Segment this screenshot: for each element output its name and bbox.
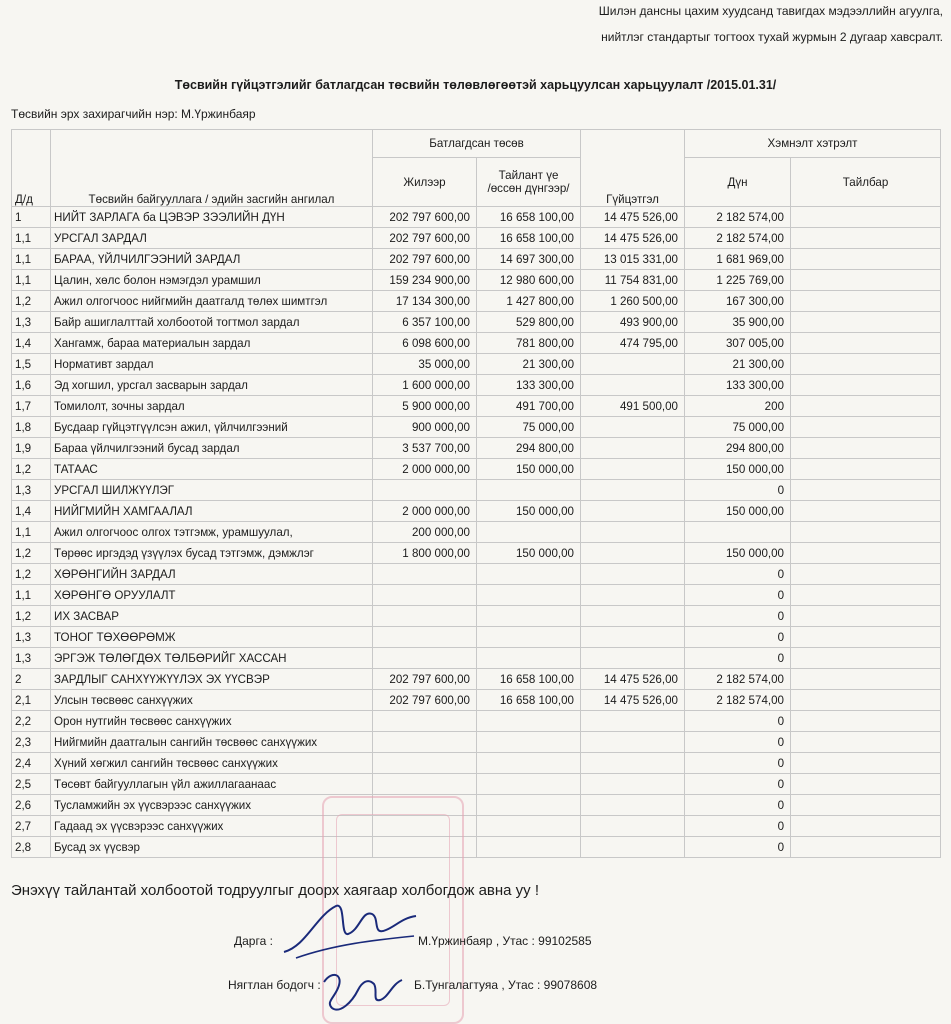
row-actual-amount: 14 475 526,00 — [581, 690, 685, 711]
row-period-amount — [477, 837, 581, 858]
row-period-amount: 21 300,00 — [477, 354, 581, 375]
row-savings-amount: 0 — [685, 816, 791, 837]
row-name: Төсөвт байгууллагын үйл ажиллагаанаас — [51, 774, 373, 795]
row-year-amount — [373, 732, 477, 753]
row-code: 1,4 — [12, 501, 51, 522]
row-code: 2,2 — [12, 711, 51, 732]
table-row — [12, 648, 941, 669]
row-actual-amount — [581, 564, 685, 585]
row-savings-amount: 0 — [685, 774, 791, 795]
table-row — [12, 291, 941, 312]
row-period-amount — [477, 774, 581, 795]
row-code: 1,1 — [12, 522, 51, 543]
header-note-2: нийтлэг стандартыг тогтоох тухай журмын 2 дугаар хавсралт. — [601, 30, 943, 44]
row-name: Хангамж, бараа материалын зардал — [51, 333, 373, 354]
row-name: ТАТААС — [51, 459, 373, 480]
row-year-amount: 202 797 600,00 — [373, 669, 477, 690]
group-approved-header: Батлагдсан төсөв — [373, 130, 581, 158]
row-savings-amount: 0 — [685, 606, 791, 627]
row-note — [791, 207, 941, 228]
row-note — [791, 228, 941, 249]
row-year-amount: 6 098 600,00 — [373, 333, 477, 354]
row-code: 1,8 — [12, 417, 51, 438]
row-note — [791, 690, 941, 711]
row-year-amount: 17 134 300,00 — [373, 291, 477, 312]
row-year-amount: 202 797 600,00 — [373, 690, 477, 711]
row-year-amount — [373, 585, 477, 606]
row-name: ХӨРӨНГИЙН ЗАРДАЛ — [51, 564, 373, 585]
row-savings-amount: 1 225 769,00 — [685, 270, 791, 291]
col-year-header: Жилээр — [373, 158, 477, 207]
row-actual-amount — [581, 354, 685, 375]
row-code: 1 — [12, 207, 51, 228]
row-actual-amount — [581, 480, 685, 501]
row-name: Төрөөс иргэдэд үзүүлэх бусад тэтгэмж, дэмжлэг — [51, 543, 373, 564]
table-row — [12, 585, 941, 606]
row-code: 1,1 — [12, 249, 51, 270]
col-amount-header: Дүн — [685, 158, 791, 207]
row-period-amount — [477, 732, 581, 753]
row-actual-amount: 491 500,00 — [581, 396, 685, 417]
row-actual-amount — [581, 606, 685, 627]
header-row-groups — [12, 130, 941, 158]
row-savings-amount: 2 182 574,00 — [685, 228, 791, 249]
row-name: НИЙГМИЙН ХАМГААЛАЛ — [51, 501, 373, 522]
row-name: Бусдаар гүйцэтгүүлсэн ажил, үйлчилгээний — [51, 417, 373, 438]
header-note-1: Шилэн дансны цахим хуудсанд тавигдах мэдээллийн агуулга, — [598, 4, 943, 18]
row-savings-amount: 2 182 574,00 — [685, 207, 791, 228]
row-savings-amount: 167 300,00 — [685, 291, 791, 312]
row-actual-amount — [581, 375, 685, 396]
table-row — [12, 816, 941, 837]
accountant-label: Нягтлан бодогч : — [228, 978, 321, 992]
row-actual-amount — [581, 438, 685, 459]
row-period-amount: 294 800,00 — [477, 438, 581, 459]
row-actual-amount — [581, 774, 685, 795]
row-savings-amount: 0 — [685, 564, 791, 585]
table-row — [12, 438, 941, 459]
table-row — [12, 333, 941, 354]
row-year-amount — [373, 480, 477, 501]
row-code: 1,3 — [12, 627, 51, 648]
admin-line: Төсвийн эрх захирагчийн нэр: М.Үржинбаяр — [11, 107, 256, 121]
row-year-amount: 200 000,00 — [373, 522, 477, 543]
row-actual-amount: 14 475 526,00 — [581, 228, 685, 249]
row-year-amount: 202 797 600,00 — [373, 207, 477, 228]
row-name: Байр ашиглалттай холбоотой тогтмол зардал — [51, 312, 373, 333]
row-year-amount: 202 797 600,00 — [373, 249, 477, 270]
row-period-amount — [477, 606, 581, 627]
director-label: Дарга : — [234, 934, 273, 948]
row-code: 2,3 — [12, 732, 51, 753]
row-code: 1,2 — [12, 564, 51, 585]
row-actual-amount: 474 795,00 — [581, 333, 685, 354]
row-code: 2 — [12, 669, 51, 690]
row-actual-amount: 14 475 526,00 — [581, 669, 685, 690]
row-actual-amount — [581, 837, 685, 858]
row-code: 1,2 — [12, 606, 51, 627]
row-period-amount: 150 000,00 — [477, 501, 581, 522]
row-actual-amount — [581, 585, 685, 606]
row-actual-amount — [581, 543, 685, 564]
row-code: 1,5 — [12, 354, 51, 375]
row-savings-amount: 75 000,00 — [685, 417, 791, 438]
row-savings-amount: 0 — [685, 585, 791, 606]
row-code: 1,3 — [12, 648, 51, 669]
row-period-amount: 16 658 100,00 — [477, 228, 581, 249]
row-name: Нийгмийн даатгалын сангийн төсвөөс санхүүжих — [51, 732, 373, 753]
row-name: Бараа үйлчилгээний бусад зардал — [51, 438, 373, 459]
table-row — [12, 354, 941, 375]
table-row — [12, 774, 941, 795]
row-actual-amount — [581, 627, 685, 648]
table-row — [12, 606, 941, 627]
row-savings-amount: 2 182 574,00 — [685, 669, 791, 690]
table-row — [12, 627, 941, 648]
row-note — [791, 837, 941, 858]
row-year-amount — [373, 753, 477, 774]
row-code: 2,7 — [12, 816, 51, 837]
row-name: Ажил олгогчоос олгох тэтгэмж, урамшуулал, — [51, 522, 373, 543]
row-name: Нормативт зардал — [51, 354, 373, 375]
row-code: 2,6 — [12, 795, 51, 816]
row-note — [791, 333, 941, 354]
row-savings-amount: 133 300,00 — [685, 375, 791, 396]
row-actual-amount — [581, 753, 685, 774]
row-savings-amount: 2 182 574,00 — [685, 690, 791, 711]
table-row — [12, 417, 941, 438]
row-note — [791, 480, 941, 501]
table-row — [12, 270, 941, 291]
table-row — [12, 459, 941, 480]
table-row — [12, 543, 941, 564]
row-period-amount — [477, 753, 581, 774]
row-note — [791, 648, 941, 669]
row-year-amount — [373, 711, 477, 732]
row-code: 2,5 — [12, 774, 51, 795]
row-note — [791, 291, 941, 312]
row-code: 1,1 — [12, 585, 51, 606]
row-savings-amount: 200 — [685, 396, 791, 417]
row-savings-amount: 35 900,00 — [685, 312, 791, 333]
row-savings-amount: 294 800,00 — [685, 438, 791, 459]
row-code: 1,7 — [12, 396, 51, 417]
contact-line: Энэхүү тайлантай холбоотой тодруулгыг доорх хаягаар холбогдож авна уу ! — [11, 882, 540, 899]
row-actual-amount — [581, 816, 685, 837]
row-year-amount — [373, 606, 477, 627]
row-note — [791, 501, 941, 522]
director-signature — [276, 896, 426, 966]
col-period-header-line1: Тайлант үе — [498, 169, 559, 182]
row-savings-amount: 0 — [685, 732, 791, 753]
row-year-amount: 159 234 900,00 — [373, 270, 477, 291]
row-actual-amount: 493 900,00 — [581, 312, 685, 333]
table-row — [12, 207, 941, 228]
row-note — [791, 438, 941, 459]
row-period-amount — [477, 816, 581, 837]
row-name: Орон нутгийн төсвөөс санхүүжих — [51, 711, 373, 732]
row-period-amount — [477, 564, 581, 585]
table-row — [12, 732, 941, 753]
row-period-amount: 150 000,00 — [477, 543, 581, 564]
row-period-amount: 150 000,00 — [477, 459, 581, 480]
row-note — [791, 753, 941, 774]
table-row — [12, 753, 941, 774]
row-note — [791, 585, 941, 606]
row-actual-amount: 14 475 526,00 — [581, 207, 685, 228]
row-year-amount — [373, 627, 477, 648]
row-savings-amount: 150 000,00 — [685, 543, 791, 564]
row-year-amount: 900 000,00 — [373, 417, 477, 438]
row-savings-amount: 1 681 969,00 — [685, 249, 791, 270]
table-row — [12, 795, 941, 816]
row-note — [791, 417, 941, 438]
row-note — [791, 627, 941, 648]
row-name: Эд хогшил, урсгал засварын зардал — [51, 375, 373, 396]
row-note — [791, 312, 941, 333]
row-note — [791, 270, 941, 291]
row-period-amount: 75 000,00 — [477, 417, 581, 438]
row-period-amount: 16 658 100,00 — [477, 690, 581, 711]
row-period-amount — [477, 711, 581, 732]
row-note — [791, 543, 941, 564]
budget-table — [11, 129, 941, 858]
row-period-amount: 491 700,00 — [477, 396, 581, 417]
table-row — [12, 564, 941, 585]
row-year-amount: 2 000 000,00 — [373, 459, 477, 480]
table-row — [12, 501, 941, 522]
accountant-signature — [318, 962, 408, 1018]
row-name: Цалин, хөлс болон нэмэгдэл урамшил — [51, 270, 373, 291]
row-code: 1,1 — [12, 228, 51, 249]
row-savings-amount: 150 000,00 — [685, 459, 791, 480]
row-name: ЗАРДЛЫГ САНХҮҮЖҮҮЛЭХ ЭХ ҮҮСВЭР — [51, 669, 373, 690]
row-year-amount: 1 800 000,00 — [373, 543, 477, 564]
row-period-amount: 16 658 100,00 — [477, 669, 581, 690]
row-note — [791, 774, 941, 795]
row-note — [791, 249, 941, 270]
row-code: 1,3 — [12, 480, 51, 501]
row-actual-amount — [581, 417, 685, 438]
row-savings-amount: 0 — [685, 627, 791, 648]
row-note — [791, 795, 941, 816]
row-note — [791, 522, 941, 543]
row-savings-amount: 307 005,00 — [685, 333, 791, 354]
row-year-amount: 2 000 000,00 — [373, 501, 477, 522]
row-period-amount — [477, 648, 581, 669]
table-row — [12, 228, 941, 249]
row-year-amount — [373, 564, 477, 585]
table-row — [12, 480, 941, 501]
row-code: 1,2 — [12, 291, 51, 312]
table-row — [12, 669, 941, 690]
table-body — [12, 207, 941, 858]
row-code: 2,4 — [12, 753, 51, 774]
table-row — [12, 375, 941, 396]
row-actual-amount: 11 754 831,00 — [581, 270, 685, 291]
col-period-header — [477, 158, 581, 207]
row-note — [791, 711, 941, 732]
row-code: 1,2 — [12, 459, 51, 480]
row-period-amount: 529 800,00 — [477, 312, 581, 333]
row-code: 1,2 — [12, 543, 51, 564]
director-info: М.Үржинбаяр , Утас : 99102585 — [418, 934, 592, 948]
row-name: ЭРГЭЖ ТӨЛӨГДӨХ ТӨЛБӨРИЙГ ХАССАН — [51, 648, 373, 669]
row-period-amount — [477, 480, 581, 501]
row-note — [791, 669, 941, 690]
row-period-amount: 133 300,00 — [477, 375, 581, 396]
table-row — [12, 522, 941, 543]
col-note-header: Тайлбар — [791, 158, 941, 207]
row-period-amount: 781 800,00 — [477, 333, 581, 354]
row-code: 1,6 — [12, 375, 51, 396]
row-actual-amount — [581, 501, 685, 522]
row-name: Бусад эх үүсвэр — [51, 837, 373, 858]
row-actual-amount: 1 260 500,00 — [581, 291, 685, 312]
row-period-amount: 12 980 600,00 — [477, 270, 581, 291]
row-year-amount: 202 797 600,00 — [373, 228, 477, 249]
row-savings-amount: 0 — [685, 795, 791, 816]
table-row — [12, 711, 941, 732]
row-year-amount: 6 357 100,00 — [373, 312, 477, 333]
table-row — [12, 396, 941, 417]
row-actual-amount — [581, 459, 685, 480]
row-code: 2,8 — [12, 837, 51, 858]
row-name: Тусламжийн эх үүсвэрээс санхүүжих — [51, 795, 373, 816]
row-note — [791, 396, 941, 417]
row-name: Томилолт, зочны зардал — [51, 396, 373, 417]
row-savings-amount: 0 — [685, 837, 791, 858]
row-note — [791, 459, 941, 480]
col-period-header-line2: /өссөн дүнгээр/ — [487, 182, 570, 195]
row-actual-amount — [581, 648, 685, 669]
group-savings-header: Хэмнэлт хэтрэлт — [685, 130, 941, 158]
row-actual-amount — [581, 795, 685, 816]
row-name: Гадаад эх үүсвэрээс санхүүжих — [51, 816, 373, 837]
row-savings-amount: 0 — [685, 648, 791, 669]
row-name: ХӨРӨНГӨ ОРУУЛАЛТ — [51, 585, 373, 606]
row-note — [791, 564, 941, 585]
row-year-amount — [373, 648, 477, 669]
row-period-amount — [477, 585, 581, 606]
row-name: Ажил олгогчоос нийгмийн даатгалд төлөх шимтгэл — [51, 291, 373, 312]
row-code: 1,9 — [12, 438, 51, 459]
row-note — [791, 816, 941, 837]
row-savings-amount: 21 300,00 — [685, 354, 791, 375]
accountant-info: Б.Тунгалагтуяа , Утас : 99078608 — [414, 978, 598, 992]
row-name: ИХ ЗАСВАР — [51, 606, 373, 627]
row-period-amount — [477, 522, 581, 543]
row-actual-amount — [581, 711, 685, 732]
row-actual-amount — [581, 732, 685, 753]
row-name: Улсын төсвөөс санхүүжих — [51, 690, 373, 711]
row-savings-amount: 0 — [685, 753, 791, 774]
row-actual-amount: 13 015 331,00 — [581, 249, 685, 270]
table-row — [12, 690, 941, 711]
row-year-amount: 5 900 000,00 — [373, 396, 477, 417]
row-name: УРСГАЛ ШИЛЖҮҮЛЭГ — [51, 480, 373, 501]
row-code: 1,3 — [12, 312, 51, 333]
row-note — [791, 732, 941, 753]
row-period-amount: 1 427 800,00 — [477, 291, 581, 312]
row-year-amount: 3 537 700,00 — [373, 438, 477, 459]
row-name: Хүний хөгжил сангийн төсвөөс санхүүжих — [51, 753, 373, 774]
col-name-header: Төсвийн байгууллага / эдийн засгийн ангилал — [51, 130, 373, 207]
row-period-amount: 16 658 100,00 — [477, 207, 581, 228]
row-period-amount — [477, 795, 581, 816]
row-note — [791, 606, 941, 627]
row-year-amount: 1 600 000,00 — [373, 375, 477, 396]
row-name: УРСГАЛ ЗАРДАЛ — [51, 228, 373, 249]
row-note — [791, 354, 941, 375]
report-title: Төсвийн гүйцэтгэлийг батлагдсан төсвийн төлөвлөгөөтэй харьцуулсан харьцуулалт /2015.01.31/ — [174, 78, 777, 92]
row-savings-amount: 0 — [685, 480, 791, 501]
row-name: ТОНОГ ТӨХӨӨРӨМЖ — [51, 627, 373, 648]
table-row — [12, 249, 941, 270]
row-code: 1,4 — [12, 333, 51, 354]
row-code: 2,1 — [12, 690, 51, 711]
row-name: БАРАА, ҮЙЛЧИЛГЭЭНИЙ ЗАРДАЛ — [51, 249, 373, 270]
row-name: НИЙТ ЗАРЛАГА ба ЦЭВЭР ЗЭЭЛИЙН ДҮН — [51, 207, 373, 228]
table-row — [12, 837, 941, 858]
row-year-amount: 35 000,00 — [373, 354, 477, 375]
table-row — [12, 312, 941, 333]
row-actual-amount — [581, 522, 685, 543]
row-code: 1,1 — [12, 270, 51, 291]
col-code-header: Д/д — [12, 130, 51, 207]
row-savings-amount: 150 000,00 — [685, 501, 791, 522]
row-year-amount — [373, 774, 477, 795]
row-period-amount: 14 697 300,00 — [477, 249, 581, 270]
row-note — [791, 375, 941, 396]
row-savings-amount — [685, 522, 791, 543]
row-savings-amount: 0 — [685, 711, 791, 732]
col-actual-header: Гүйцэтгэл — [581, 130, 685, 207]
row-period-amount — [477, 627, 581, 648]
